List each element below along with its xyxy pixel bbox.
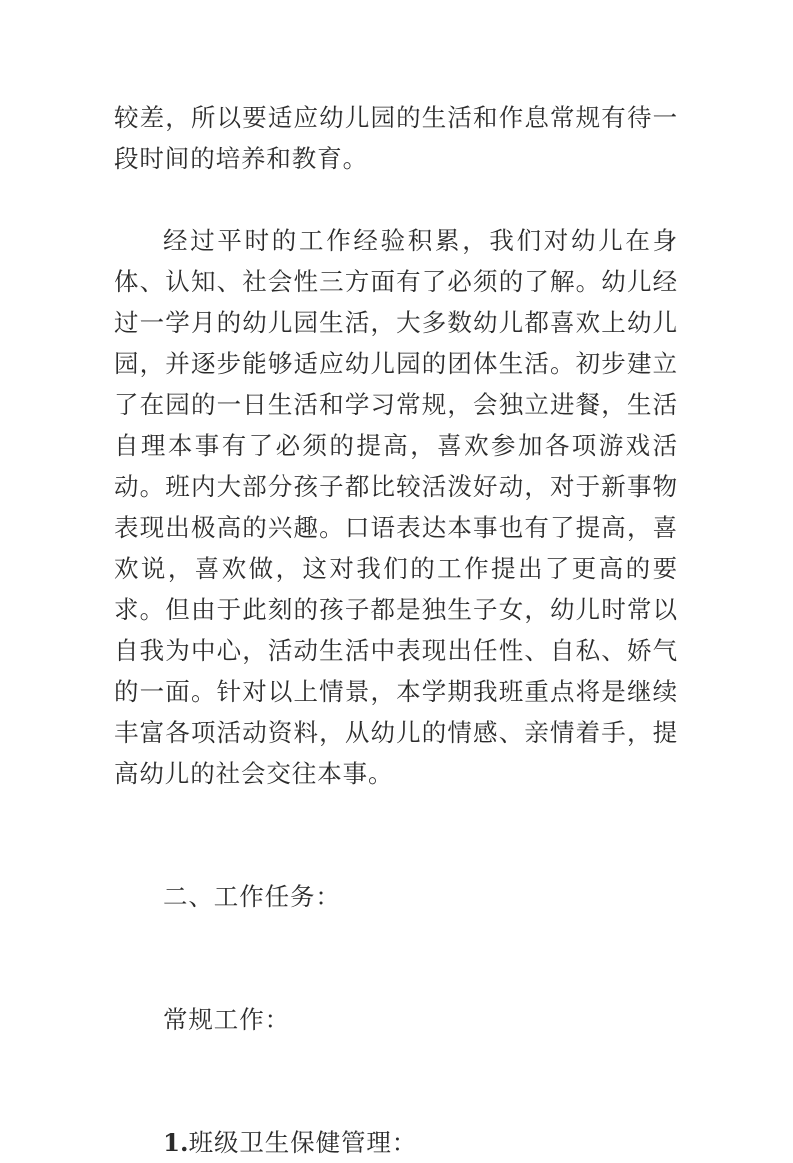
document-text-column xyxy=(114,97,678,1163)
heading-item-one-number: 1. xyxy=(163,1128,189,1157)
heading-item-one-label: 班级卫生保健管理： xyxy=(188,1128,418,1157)
paragraph-body: 经过平时的工作经验积累，我们对幼儿在身体、认知、社会性三方面有了必须的了解。幼儿经过一学月的幼儿园生活，大多数幼儿都喜欢上幼儿园，并逐步能够适应幼儿园的团体生活。初步建立了在园的一日生活和学习常规，会独立进餐，生活自理本事有了必须的提高，喜欢参加各项游戏活动。班内大部分孩子都比较活泼好动，对于新事物表现出极高的兴趣。口语表达本事也有了提高，喜欢说，喜欢做，这对我们的工作提出了更高的要求。但由于此刻的孩子都是独生子女，幼儿时常以自我为中心，活动生活中表现出任性、自私、娇气的一面。针对以上情景，本学期我班重点将是继续丰富各项活动资料，从幼儿的情感、亲情着手，提高幼儿的社会交往本事。 xyxy=(114,226,678,788)
section-spacer-before-routine-work xyxy=(114,917,678,999)
heading-item-one xyxy=(114,1122,678,1163)
section-spacer-before-heading-two xyxy=(114,794,678,876)
paragraph-continuation: 较差，所以要适应幼儿园的生活和作息常规有待一段时间的培养和教育。 xyxy=(114,103,678,173)
heading-routine-work: 常规工作： xyxy=(163,1005,290,1034)
section-spacer-before-item-one xyxy=(114,1040,678,1122)
paragraph-spacer xyxy=(114,179,678,220)
heading-section-two: 二、工作任务： xyxy=(163,882,341,911)
